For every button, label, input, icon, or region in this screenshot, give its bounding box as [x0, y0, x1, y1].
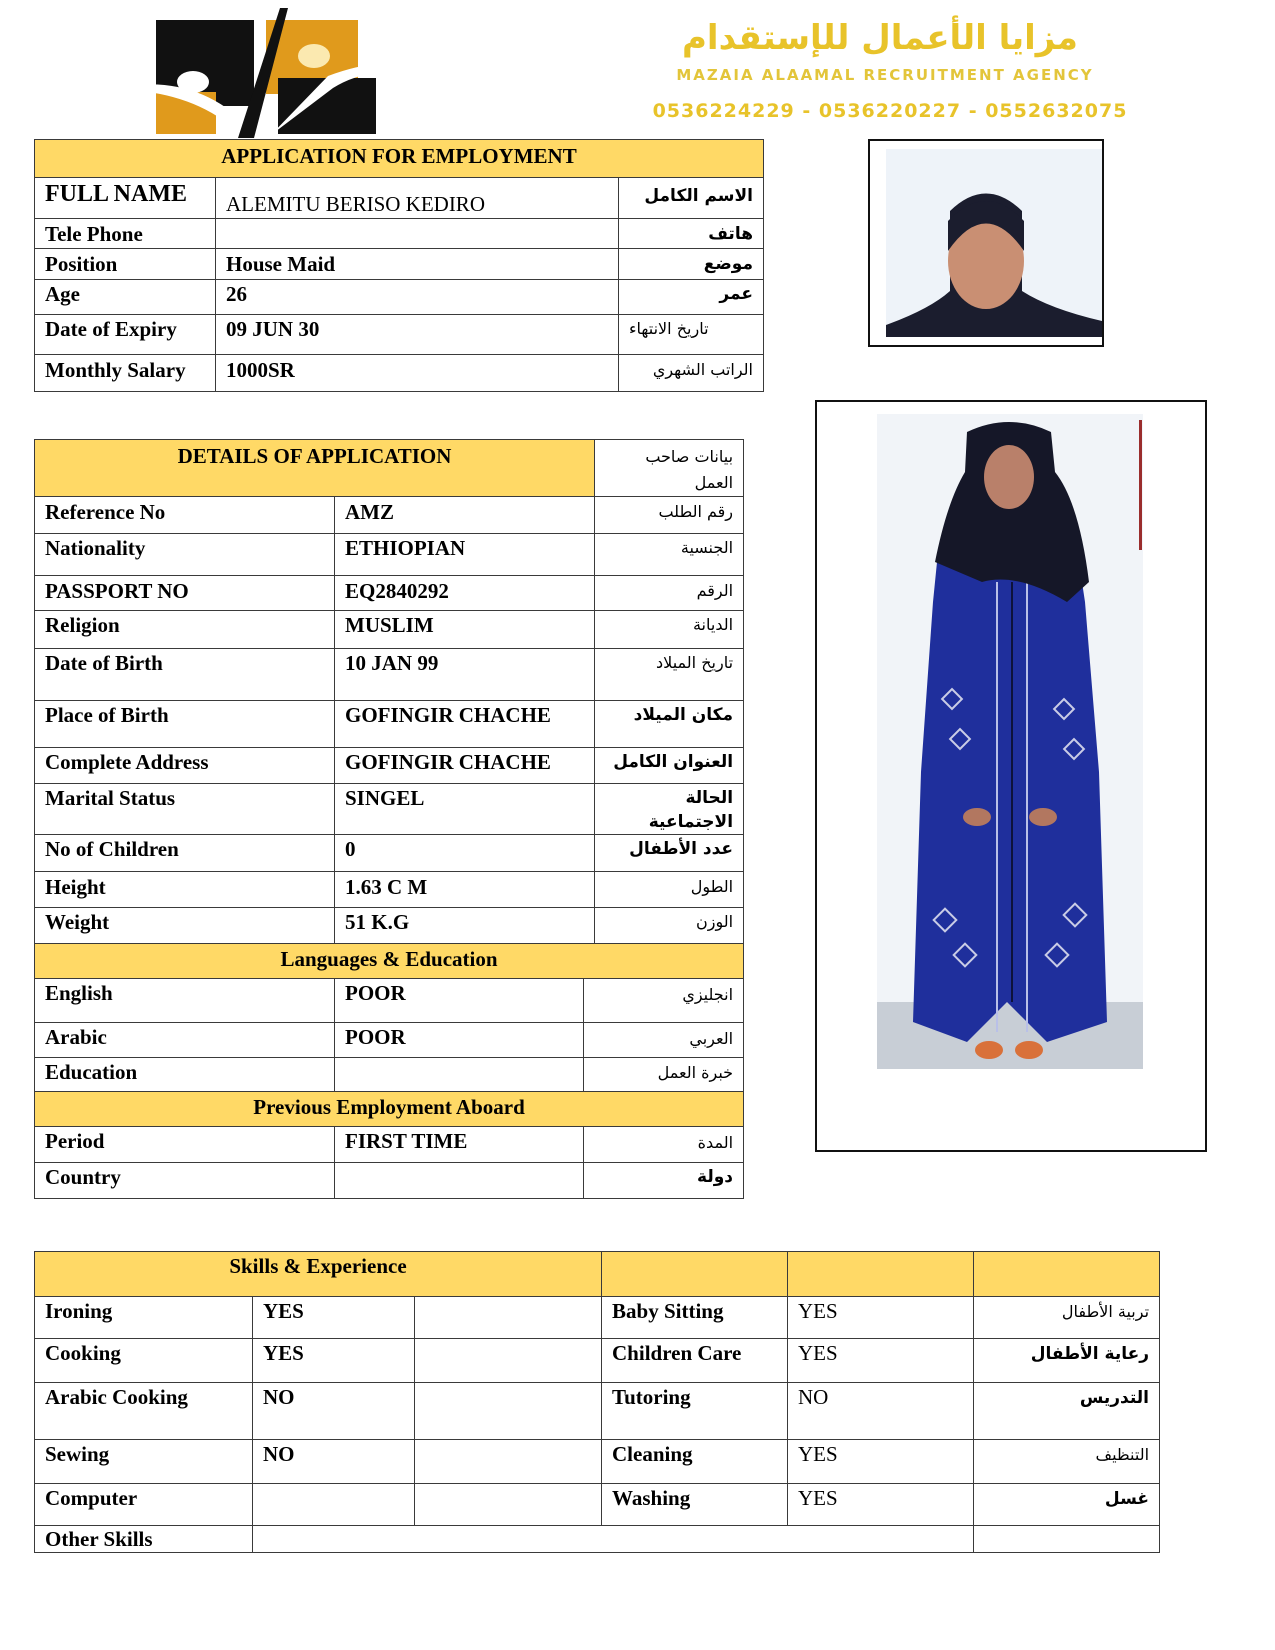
skill-note	[415, 1383, 602, 1440]
field-label-arabic: عمر	[619, 280, 764, 315]
face-shape	[984, 445, 1034, 509]
skill-note	[415, 1484, 602, 1526]
table-row	[35, 497, 744, 534]
details-table	[34, 439, 744, 1199]
position-value: House Maid	[216, 249, 619, 280]
skills-header-blank	[788, 1252, 974, 1297]
religion-value: MUSLIM	[335, 611, 595, 649]
date-of-birth-value: 10 JAN 99	[335, 649, 595, 701]
field-label-arabic: هاتف	[619, 219, 764, 249]
marital-status-value: SINGEL	[335, 784, 595, 835]
field-label-arabic: العربي	[584, 1023, 744, 1058]
field-label: Reference No	[35, 497, 335, 534]
education-value	[335, 1058, 584, 1092]
table-row	[35, 872, 744, 908]
complete-address-value: GOFINGIR CHACHE	[335, 748, 595, 784]
robe-shape	[913, 550, 1107, 1043]
other-skills-arabic-blank	[974, 1526, 1160, 1553]
field-label-arabic: الرقم	[595, 576, 744, 611]
agency-name-english: MAZAIA ALAAMAL RECRUITMENT AGENCY	[676, 66, 1094, 84]
table-row	[35, 355, 764, 392]
skill-value: YES	[788, 1339, 974, 1383]
field-label: Monthly Salary	[35, 355, 216, 392]
field-label: Country	[35, 1163, 335, 1199]
table-row	[35, 611, 744, 649]
field-label: Period	[35, 1127, 335, 1163]
skill-value	[253, 1484, 415, 1526]
application-table	[34, 139, 764, 392]
application-title: APPLICATION FOR EMPLOYMENT	[35, 140, 764, 178]
table-row	[35, 178, 764, 219]
table-row	[35, 1440, 1160, 1484]
table-row	[35, 1484, 1160, 1526]
table-row	[35, 979, 744, 1023]
field-label-arabic: خبرة العمل	[584, 1058, 744, 1092]
table-row	[35, 1526, 1160, 1553]
right-hand	[1029, 808, 1057, 826]
skill-value: NO	[253, 1383, 415, 1440]
field-label-arabic: الجنسية	[595, 534, 744, 576]
passport-no-value: EQ2840292	[335, 576, 595, 611]
skill-note	[415, 1339, 602, 1383]
full-body-photo	[817, 402, 1205, 1150]
skill-label: Washing	[602, 1484, 788, 1526]
table-row	[35, 835, 744, 872]
door-edge	[1139, 420, 1142, 550]
table-row	[35, 280, 764, 315]
skill-value: YES	[788, 1440, 974, 1484]
skill-label-arabic: التنظيف	[974, 1440, 1160, 1484]
skill-label: Cooking	[35, 1339, 253, 1383]
logo-figure-head-left	[177, 71, 209, 93]
other-skills-label: Other Skills	[35, 1526, 253, 1553]
left-sandal	[975, 1041, 1003, 1059]
passport-photo-frame	[868, 139, 1104, 347]
agency-phone-numbers: 0536224229 - 0536220227 - 0552632075	[652, 100, 1128, 122]
skills-header-blank	[974, 1252, 1160, 1297]
telephone-value	[216, 219, 619, 249]
field-label-arabic: العنوان الكامل	[595, 748, 744, 784]
skill-value: NO	[788, 1383, 974, 1440]
field-label: No of Children	[35, 835, 335, 872]
arabic-level-value: POOR	[335, 1023, 584, 1058]
field-label-arabic: الوزن	[595, 908, 744, 944]
children-count-value: 0	[335, 835, 595, 872]
passport-photo	[870, 141, 1102, 345]
field-label-arabic: مكان الميلاد	[595, 701, 744, 748]
field-label: Religion	[35, 611, 335, 649]
application-header-row	[35, 140, 764, 178]
agency-name-arabic: مزايا الأعمال للإستقدام	[682, 18, 1078, 58]
table-row	[35, 1023, 744, 1058]
skill-label: Sewing	[35, 1440, 253, 1484]
field-label: Complete Address	[35, 748, 335, 784]
field-label-arabic: الراتب الشهري	[619, 355, 764, 392]
left-hand	[963, 808, 991, 826]
skill-label: Cleaning	[602, 1440, 788, 1484]
height-value: 1.63 C M	[335, 872, 595, 908]
table-row	[35, 748, 744, 784]
table-row	[35, 315, 764, 355]
field-label: Tele Phone	[35, 219, 216, 249]
skill-value: NO	[253, 1440, 415, 1484]
table-row	[35, 576, 744, 611]
skill-label: Ironing	[35, 1297, 253, 1339]
monthly-salary-value: 1000SR	[216, 355, 619, 392]
employment-title: Previous Employment Aboard	[35, 1092, 744, 1127]
weight-value: 51 K.G	[335, 908, 595, 944]
table-row	[35, 249, 764, 280]
place-of-birth-value: GOFINGIR CHACHE	[335, 701, 595, 748]
field-label: Age	[35, 280, 216, 315]
field-label-arabic: انجليزي	[584, 979, 744, 1023]
agency-logo	[128, 6, 398, 141]
field-label: Date of Birth	[35, 649, 335, 701]
details-title: DETAILS OF APPLICATION	[35, 440, 595, 497]
age-value: 26	[216, 280, 619, 315]
other-skills-value	[253, 1526, 974, 1553]
languages-title: Languages & Education	[35, 944, 744, 979]
expiry-date-value: 09 JUN 30	[216, 315, 619, 355]
field-label: Arabic	[35, 1023, 335, 1058]
full-name-value: ALEMITU BERISO KEDIRO	[216, 178, 619, 219]
languages-header-row	[35, 944, 744, 979]
employment-header-row	[35, 1092, 744, 1127]
field-label: English	[35, 979, 335, 1023]
skill-label: Arabic Cooking	[35, 1383, 253, 1440]
field-label-arabic: الديانة	[595, 611, 744, 649]
field-label-arabic: رقم الطلب	[595, 497, 744, 534]
table-row	[35, 219, 764, 249]
table-row	[35, 1163, 744, 1199]
skills-header-row	[35, 1252, 1160, 1297]
field-label-arabic: دولة	[584, 1163, 744, 1199]
field-label: Place of Birth	[35, 701, 335, 748]
skill-label: Baby Sitting	[602, 1297, 788, 1339]
field-label-arabic: الحالة الاجتماعية	[595, 784, 744, 835]
table-row	[35, 908, 744, 944]
skill-note	[415, 1297, 602, 1339]
field-label: Weight	[35, 908, 335, 944]
field-label: PASSPORT NO	[35, 576, 335, 611]
field-label-arabic: تاريخ الانتهاء	[619, 315, 764, 355]
full-body-photo-frame	[815, 400, 1207, 1152]
field-label-arabic: الطول	[595, 872, 744, 908]
period-value: FIRST TIME	[335, 1127, 584, 1163]
table-row	[35, 1297, 1160, 1339]
skill-label-arabic: تربية الأطفال	[974, 1297, 1160, 1339]
table-row	[35, 1127, 744, 1163]
reference-no-value: AMZ	[335, 497, 595, 534]
field-label-arabic: المدة	[584, 1127, 744, 1163]
table-row	[35, 534, 744, 576]
field-label-arabic: تاريخ الميلاد	[595, 649, 744, 701]
skills-table	[34, 1251, 1160, 1553]
table-row	[35, 784, 744, 835]
details-header-row	[35, 440, 744, 497]
details-title-arabic: بيانات صاحب العمل	[595, 440, 744, 497]
country-value	[335, 1163, 584, 1199]
skill-label: Tutoring	[602, 1383, 788, 1440]
logo-figure-head-right	[298, 44, 330, 68]
skill-label: Computer	[35, 1484, 253, 1526]
table-row	[35, 1339, 1160, 1383]
field-label: Height	[35, 872, 335, 908]
field-label: Position	[35, 249, 216, 280]
english-level-value: POOR	[335, 979, 584, 1023]
skills-title: Skills & Experience	[35, 1252, 602, 1297]
table-row	[35, 1058, 744, 1092]
field-label-arabic: موضع	[619, 249, 764, 280]
skill-label-arabic: رعاية الأطفال	[974, 1339, 1160, 1383]
skill-value: YES	[253, 1297, 415, 1339]
skill-value: YES	[788, 1484, 974, 1526]
field-label: Education	[35, 1058, 335, 1092]
skill-label: Children Care	[602, 1339, 788, 1383]
field-label-arabic: الاسم الكامل	[619, 178, 764, 219]
field-label: Marital Status	[35, 784, 335, 835]
right-sandal	[1015, 1041, 1043, 1059]
field-label: Nationality	[35, 534, 335, 576]
skill-note	[415, 1440, 602, 1484]
table-row	[35, 649, 744, 701]
skills-header-blank	[602, 1252, 788, 1297]
table-row	[35, 701, 744, 748]
table-row	[35, 1383, 1160, 1440]
field-label: Date of Expiry	[35, 315, 216, 355]
skill-label-arabic: التدريس	[974, 1383, 1160, 1440]
skill-label-arabic: غسل	[974, 1484, 1160, 1526]
nationality-value: ETHIOPIAN	[335, 534, 595, 576]
field-label: FULL NAME	[35, 178, 216, 219]
skill-value: YES	[788, 1297, 974, 1339]
skill-value: YES	[253, 1339, 415, 1383]
field-label-arabic: عدد الأطفال	[595, 835, 744, 872]
